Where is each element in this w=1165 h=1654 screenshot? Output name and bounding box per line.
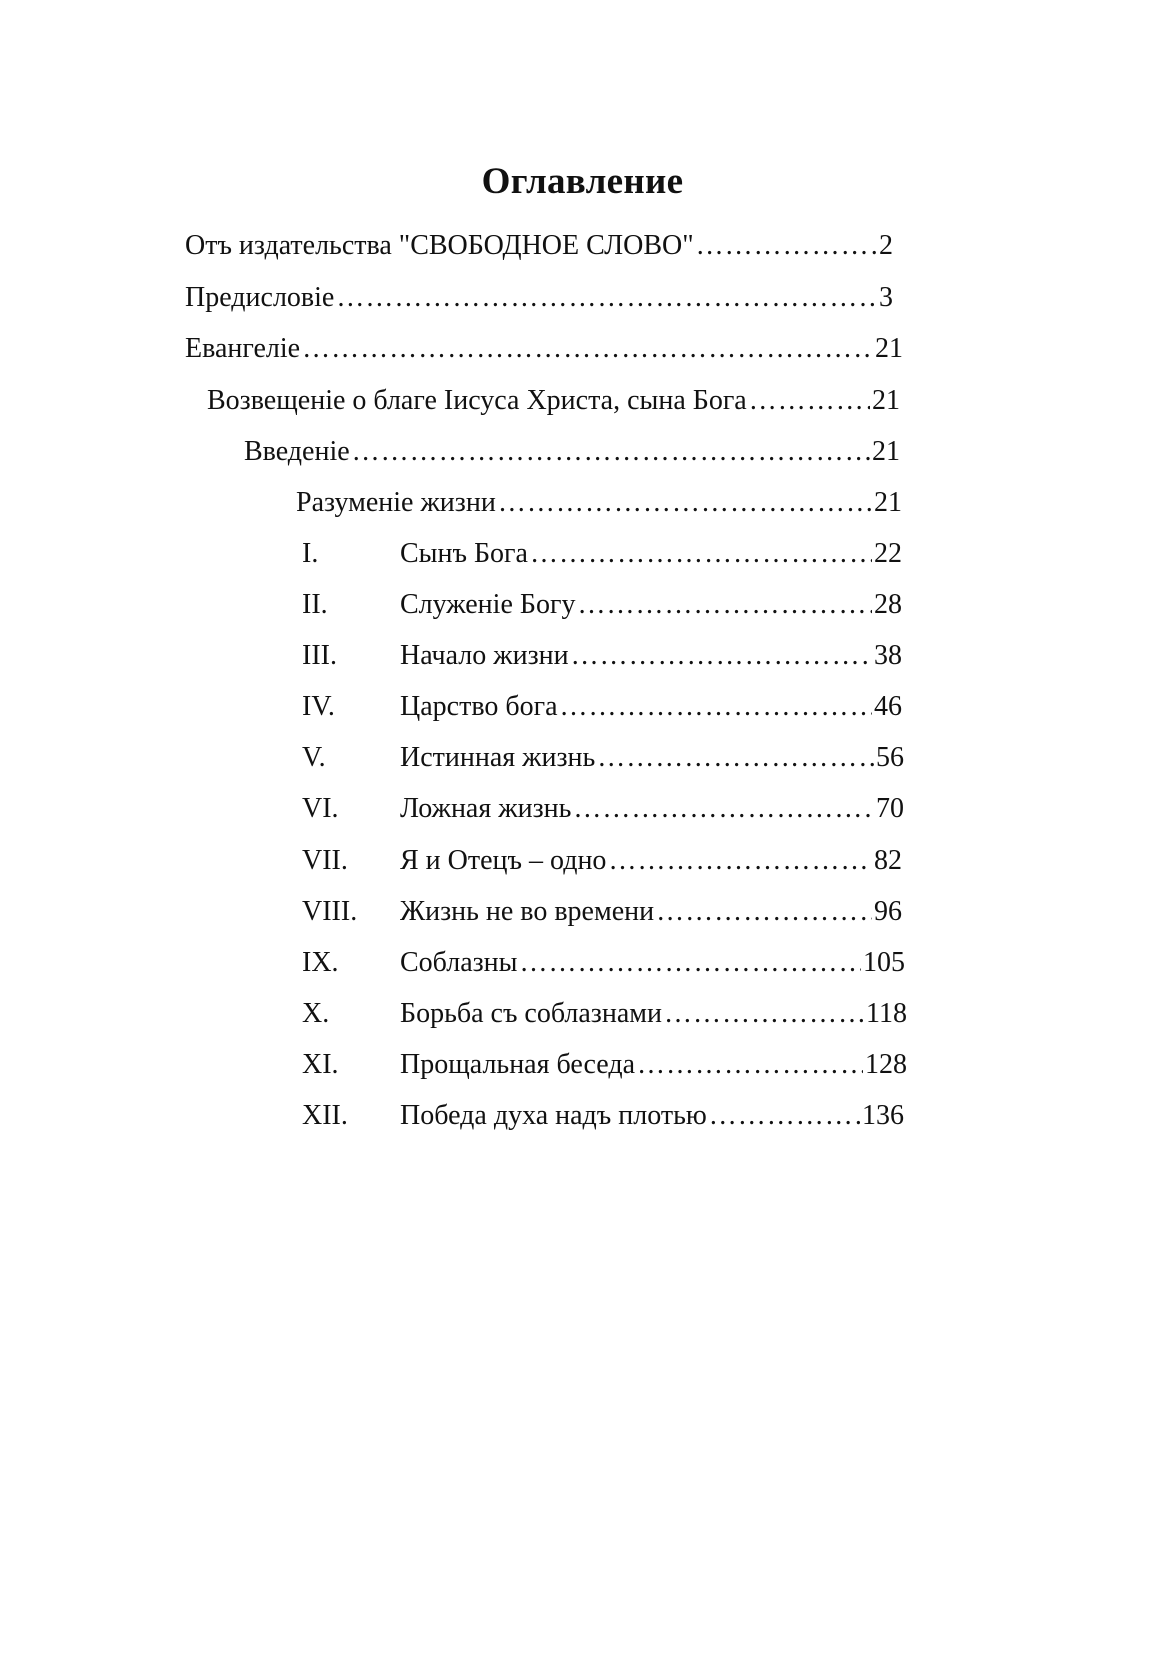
toc-entry-title: Евангеліе bbox=[185, 333, 301, 364]
toc-page-number: 22 bbox=[874, 538, 902, 569]
toc-page-number: 105 bbox=[863, 947, 905, 978]
dot-leader bbox=[656, 894, 872, 930]
dot-leader bbox=[696, 228, 877, 264]
toc-entry-title: Предисловіе bbox=[185, 282, 335, 313]
toc-page-number: 118 bbox=[866, 998, 907, 1029]
toc-entry-title: Соблазны bbox=[400, 947, 518, 978]
toc-page-number: 82 bbox=[874, 845, 902, 876]
chapter-numeral: IV. bbox=[302, 691, 335, 722]
toc-entry-title: Ложная жизнь bbox=[400, 793, 572, 824]
dot-leader bbox=[498, 485, 872, 521]
dot-leader bbox=[664, 996, 864, 1032]
toc-entry-title: Сынъ Бога bbox=[400, 538, 528, 569]
toc-entry bbox=[244, 434, 900, 470]
dot-leader bbox=[573, 791, 874, 827]
toc-entry bbox=[185, 331, 903, 367]
toc-page-number: 56 bbox=[876, 742, 904, 773]
dot-leader bbox=[519, 945, 861, 981]
chapter-numeral: I. bbox=[302, 538, 319, 569]
toc-entry-title: Начало жизни bbox=[400, 640, 569, 671]
chapter-numeral: III. bbox=[302, 640, 337, 671]
toc-entry-title: Жизнь не во времени bbox=[400, 896, 655, 927]
toc-entry-title: Борьба съ соблазнами bbox=[400, 998, 662, 1029]
dot-leader bbox=[608, 843, 872, 879]
toc-entry bbox=[185, 228, 893, 264]
dot-leader bbox=[560, 689, 873, 725]
dot-leader bbox=[577, 587, 872, 623]
dot-leader bbox=[571, 638, 872, 674]
toc-entry bbox=[207, 383, 900, 419]
toc-entry-title: Служеніе Богу bbox=[400, 589, 576, 620]
page-title: Оглавление bbox=[481, 161, 684, 202]
toc-chapter bbox=[302, 945, 905, 981]
toc-entry bbox=[185, 280, 893, 316]
toc-chapter bbox=[302, 996, 907, 1032]
dot-leader bbox=[352, 434, 870, 470]
toc-page-number: 21 bbox=[872, 436, 900, 467]
chapter-numeral: VIII. bbox=[302, 896, 358, 927]
dot-leader bbox=[637, 1047, 863, 1083]
toc-entry-title: Истинная жизнь bbox=[400, 742, 596, 773]
toc-page-number: 21 bbox=[872, 385, 900, 416]
toc-chapter bbox=[302, 1098, 904, 1134]
dot-leader bbox=[302, 331, 873, 367]
toc-page-number: 3 bbox=[879, 282, 893, 313]
toc-page-number: 70 bbox=[876, 793, 904, 824]
toc-page-number: 136 bbox=[862, 1100, 904, 1131]
toc-entry-title: Я и Отецъ – одно bbox=[400, 845, 607, 876]
dot-leader bbox=[749, 383, 870, 419]
chapter-numeral: XI. bbox=[302, 1049, 339, 1080]
toc-entry-title: Царство бога bbox=[400, 691, 558, 722]
chapter-numeral: VII. bbox=[302, 845, 348, 876]
toc-chapter bbox=[302, 638, 902, 674]
toc-chapter bbox=[302, 843, 902, 879]
toc-entry-title: Победа духа надъ плотью bbox=[400, 1100, 707, 1131]
toc-page-number: 2 bbox=[879, 230, 893, 261]
chapter-numeral: XII. bbox=[302, 1100, 348, 1131]
chapter-numeral: II. bbox=[302, 589, 328, 620]
toc-entry-title: Возвещеніе о благе Іисуса Христа, сына Бога bbox=[207, 385, 747, 416]
toc-chapter bbox=[302, 740, 904, 776]
toc-entry-title: Разуменіе жизни bbox=[296, 487, 496, 518]
toc-page-number: 96 bbox=[874, 896, 902, 927]
dot-leader bbox=[709, 1098, 860, 1134]
dot-leader bbox=[336, 280, 877, 316]
dot-leader bbox=[597, 740, 874, 776]
chapter-numeral: X. bbox=[302, 998, 330, 1029]
toc-entry-title: Прощальная беседа bbox=[400, 1049, 635, 1080]
toc-chapter bbox=[302, 1047, 907, 1083]
toc-chapter bbox=[302, 536, 902, 572]
toc-chapter bbox=[302, 587, 902, 623]
toc-page-number: 21 bbox=[874, 487, 902, 518]
toc-entry-title: Введеніе bbox=[244, 436, 350, 467]
chapter-numeral: VI. bbox=[302, 793, 339, 824]
toc-entry-title: Отъ издательства "СВОБОДНОЕ СЛОВО" bbox=[185, 230, 694, 261]
toc-chapter bbox=[302, 689, 902, 725]
toc-page-number: 46 bbox=[874, 691, 902, 722]
toc-page-number: 21 bbox=[875, 333, 903, 364]
toc-chapter bbox=[302, 791, 904, 827]
toc-page-number: 28 bbox=[874, 589, 902, 620]
toc-page-number: 128 bbox=[865, 1049, 907, 1080]
toc-entry bbox=[296, 485, 902, 521]
toc-chapter bbox=[302, 894, 902, 930]
chapter-numeral: IX. bbox=[302, 947, 339, 978]
chapter-numeral: V. bbox=[302, 742, 326, 773]
dot-leader bbox=[530, 536, 872, 572]
toc-page-number: 38 bbox=[874, 640, 902, 671]
